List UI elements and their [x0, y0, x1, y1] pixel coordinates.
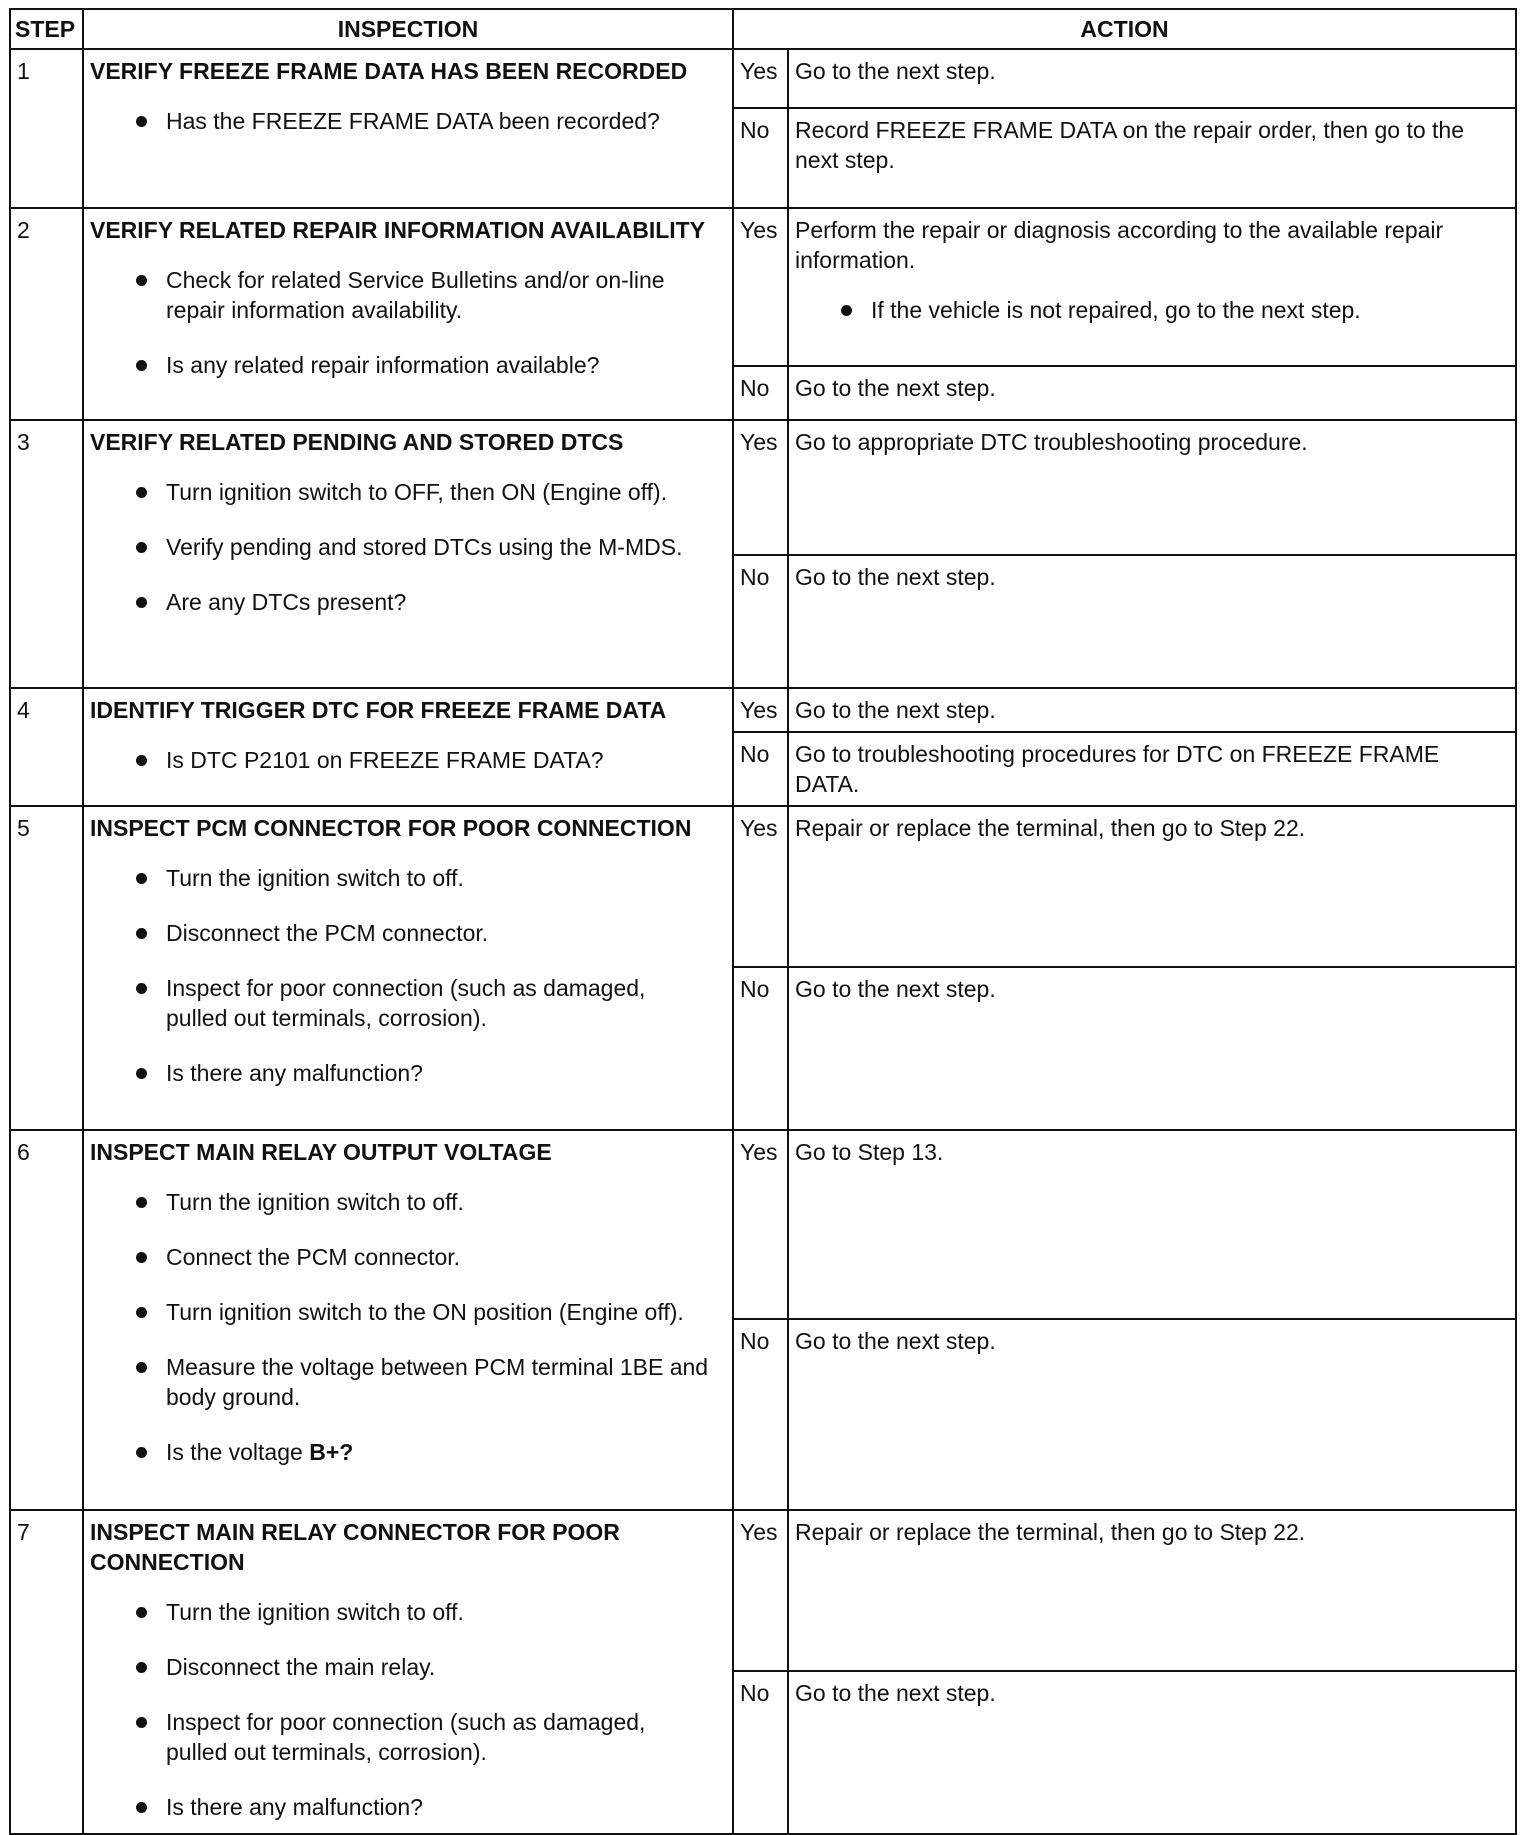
- no-action: Go to the next step.: [788, 1671, 1516, 1834]
- action-bullet: If the vehicle is not repaired, go to the next step.: [839, 295, 1509, 325]
- inspection-cell: [83, 420, 733, 688]
- inspection-list: [90, 1187, 726, 1467]
- header-row: [10, 9, 1516, 49]
- yes-label: Yes: [733, 1130, 788, 1319]
- yes-label: Yes: [733, 1510, 788, 1671]
- table-row: [10, 49, 1516, 108]
- inspection-bullet: Inspect for poor connection (such as damaged, pulled out terminals, corrosion).: [134, 1707, 726, 1767]
- table-row: [10, 420, 1516, 555]
- inspection-title: IDENTIFY TRIGGER DTC FOR FREEZE FRAME DATA: [90, 697, 667, 723]
- inspection-bullet: [134, 1437, 726, 1467]
- inspection-cell: [83, 688, 733, 806]
- inspection-bullet: Inspect for poor connection (such as damaged, pulled out terminals, corrosion).: [134, 973, 726, 1033]
- yes-label: Yes: [733, 806, 788, 967]
- table-row: [10, 208, 1516, 366]
- inspection-list: [90, 265, 726, 380]
- yes-action-cell: [788, 208, 1516, 366]
- yes-action: Go to Step 13.: [788, 1130, 1516, 1319]
- inspection-bullet: Turn the ignition switch to off.: [134, 1187, 726, 1217]
- inspection-cell: [83, 806, 733, 1130]
- no-action: Go to the next step.: [788, 967, 1516, 1130]
- inspection-bullet: Turn ignition switch to OFF, then ON (Engine off).: [134, 477, 726, 507]
- inspection-bullet: Is there any malfunction?: [134, 1792, 726, 1822]
- yes-label: Yes: [733, 49, 788, 108]
- no-action: Go to the next step.: [788, 555, 1516, 688]
- inspection-bullet: Disconnect the main relay.: [134, 1652, 726, 1682]
- inspection-bullet-text: Is the voltage: [166, 1439, 310, 1465]
- inspection-cell: [83, 208, 733, 420]
- table-row: [10, 806, 1516, 967]
- inspection-bullet: Verify pending and stored DTCs using the M-MDS.: [134, 532, 726, 562]
- inspection-bullet: Turn the ignition switch to off.: [134, 1597, 726, 1627]
- inspection-bullet: Measure the voltage between PCM terminal 1BE and body ground.: [134, 1352, 726, 1412]
- inspection-title: INSPECT PCM CONNECTOR FOR POOR CONNECTION: [90, 815, 692, 841]
- header-action: ACTION: [733, 9, 1516, 49]
- no-action: Record FREEZE FRAME DATA on the repair order, then go to the next step.: [788, 108, 1516, 208]
- inspection-bullet: Are any DTCs present?: [134, 587, 726, 617]
- yes-action: Perform the repair or diagnosis according to the available repair information.: [795, 217, 1444, 273]
- table-row: [10, 1510, 1516, 1671]
- no-label: No: [733, 1671, 788, 1834]
- yes-label: Yes: [733, 688, 788, 732]
- inspection-title: VERIFY RELATED PENDING AND STORED DTCS: [90, 429, 624, 455]
- step-number: 3: [10, 420, 83, 688]
- yes-action-sub: [795, 295, 1509, 325]
- yes-label: Yes: [733, 208, 788, 366]
- no-label: No: [733, 1319, 788, 1510]
- inspection-title: INSPECT MAIN RELAY OUTPUT VOLTAGE: [90, 1139, 552, 1165]
- step-number: 6: [10, 1130, 83, 1510]
- inspection-list: [90, 745, 726, 775]
- yes-action: Go to the next step.: [788, 49, 1516, 108]
- inspection-bullet: Is DTC P2101 on FREEZE FRAME DATA?: [134, 745, 726, 775]
- inspection-title: INSPECT MAIN RELAY CONNECTOR FOR POOR CONNECTION: [90, 1519, 620, 1575]
- inspection-cell: [83, 49, 733, 208]
- inspection-bullet: Has the FREEZE FRAME DATA been recorded?: [134, 106, 726, 136]
- no-action: Go to troubleshooting procedures for DTC on FREEZE FRAME DATA.: [788, 732, 1516, 806]
- step-number: 2: [10, 208, 83, 420]
- inspection-bullet: Turn ignition switch to the ON position (Engine off).: [134, 1297, 726, 1327]
- action-list: [795, 295, 1509, 325]
- yes-action: Go to the next step.: [788, 688, 1516, 732]
- inspection-bullet-bold: B+?: [309, 1439, 354, 1465]
- inspection-bullet: Connect the PCM connector.: [134, 1242, 726, 1272]
- inspection-bullet: Check for related Service Bulletins and/or on-line repair information availability.: [134, 265, 726, 325]
- inspection-cell: [83, 1130, 733, 1510]
- diagnostic-table: [9, 8, 1517, 1835]
- step-number: 7: [10, 1510, 83, 1834]
- inspection-bullet: Is any related repair information available?: [134, 350, 726, 380]
- yes-action: Repair or replace the terminal, then go to Step 22.: [788, 1510, 1516, 1671]
- inspection-list: [90, 106, 726, 136]
- inspection-title: VERIFY FREEZE FRAME DATA HAS BEEN RECORDED: [90, 58, 688, 84]
- inspection-list: [90, 477, 726, 617]
- inspection-bullet: Disconnect the PCM connector.: [134, 918, 726, 948]
- inspection-title: VERIFY RELATED REPAIR INFORMATION AVAILABILITY: [90, 217, 706, 243]
- yes-action: Repair or replace the terminal, then go to Step 22.: [788, 806, 1516, 967]
- no-label: No: [733, 967, 788, 1130]
- no-action: Go to the next step.: [788, 366, 1516, 420]
- no-label: No: [733, 732, 788, 806]
- inspection-list: [90, 1597, 726, 1822]
- header-step: STEP: [10, 9, 83, 49]
- header-inspection: INSPECTION: [83, 9, 733, 49]
- yes-action: Go to appropriate DTC troubleshooting procedure.: [788, 420, 1516, 555]
- no-label: No: [733, 108, 788, 208]
- inspection-bullet: Turn the ignition switch to off.: [134, 863, 726, 893]
- no-action: Go to the next step.: [788, 1319, 1516, 1510]
- inspection-bullet: Is there any malfunction?: [134, 1058, 726, 1088]
- step-number: 1: [10, 49, 83, 208]
- inspection-list: [90, 863, 726, 1088]
- no-label: No: [733, 366, 788, 420]
- table-row: [10, 688, 1516, 732]
- table-row: [10, 1130, 1516, 1319]
- no-label: No: [733, 555, 788, 688]
- step-number: 4: [10, 688, 83, 806]
- step-number: 5: [10, 806, 83, 1130]
- inspection-cell: [83, 1510, 733, 1834]
- yes-label: Yes: [733, 420, 788, 555]
